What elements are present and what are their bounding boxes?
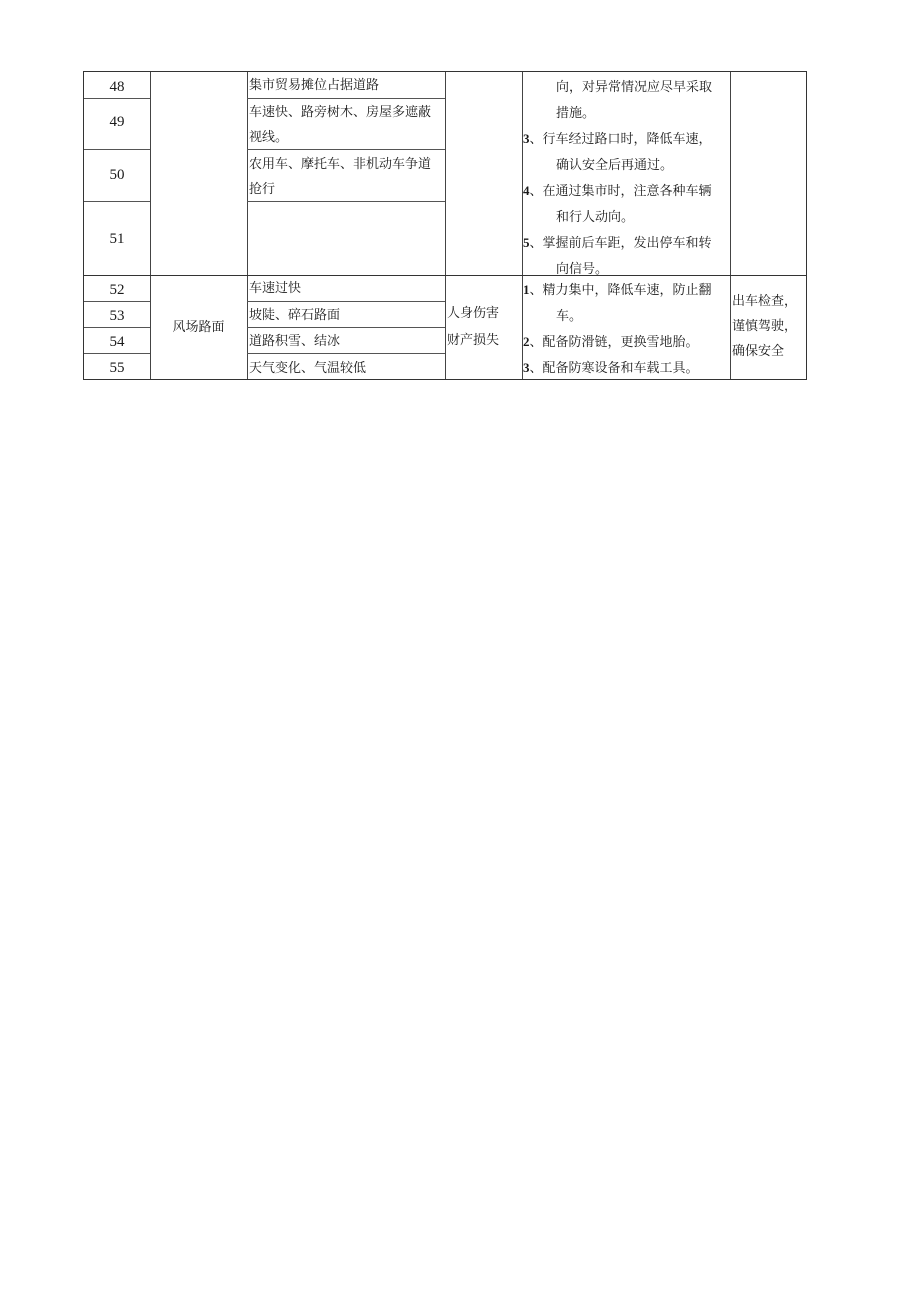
hazard-cell: 车速过快 — [249, 281, 302, 296]
category-cell — [150, 72, 247, 275]
hazard-cell — [247, 74, 445, 98]
hazard-text: 车速快、路旁树木、房屋多遮蔽 — [249, 105, 432, 120]
row-number: 48 — [109, 79, 125, 95]
measure-line: 3、配备防寒设备和车载工具。 — [523, 360, 699, 376]
measure-line: 措施。 — [556, 106, 596, 121]
hazard-text: 农用车、摩托车、非机动车争道 — [249, 157, 432, 172]
measure-line: 2、配备防滑链，更换雪地胎。 — [523, 334, 699, 350]
hazard-text: 集市贸易摊位占据道路 — [249, 78, 380, 93]
row-number: 53 — [109, 308, 125, 324]
measure-line: 确认安全后再通过。 — [556, 158, 674, 173]
measures-cell — [522, 277, 730, 380]
row-divider — [247, 98, 445, 99]
measure-line: 1、精力集中，降低车速，防止翻 — [523, 282, 712, 298]
row-number: 52 — [109, 282, 125, 298]
measure-line: 向信号。 — [556, 262, 609, 277]
row-number: 55 — [109, 360, 125, 376]
hazard-table — [83, 71, 807, 380]
measure-line: 和行人动向。 — [556, 210, 635, 225]
consequence-cell — [445, 300, 522, 360]
measure-line: 4、在通过集市时，注意各种车辆 — [523, 183, 712, 199]
remarks-cell — [730, 72, 806, 275]
hazard-cell: 道路积雪、结冰 — [249, 334, 341, 349]
category-cell: 风场路面 — [172, 320, 225, 335]
hazard-cell-empty — [247, 201, 445, 275]
measures-cell — [522, 74, 730, 275]
measure-line: 3、行车经过路口时，降低车速， — [523, 131, 712, 147]
remarks-text: 谨慎驾驶， — [732, 319, 798, 334]
row-number: 50 — [109, 167, 125, 183]
hazard-text: 抢行 — [249, 182, 276, 197]
hazard-cell — [247, 152, 445, 201]
consequence-text: 财产损失 — [447, 333, 500, 348]
hazard-cell — [247, 100, 445, 149]
row-number: 51 — [109, 231, 125, 247]
remarks-text: 出车检查， — [732, 294, 798, 309]
measure-line: 向，对异常情况应尽早采取 — [556, 80, 713, 95]
hazard-text: 视线。 — [249, 130, 289, 145]
hazard-cell: 坡陡、碎石路面 — [249, 308, 341, 323]
consequence-cell — [445, 72, 522, 275]
row-number: 54 — [109, 334, 125, 350]
hazard-cell: 天气变化、气温较低 — [249, 361, 367, 376]
row-number: 49 — [109, 114, 125, 130]
remarks-cell — [730, 289, 806, 369]
consequence-text: 人身伤害 — [447, 306, 500, 321]
remarks-text: 确保安全 — [732, 344, 785, 359]
measure-line: 5、掌握前后车距，发出停车和转 — [523, 235, 712, 251]
measure-line: 车。 — [556, 309, 583, 324]
